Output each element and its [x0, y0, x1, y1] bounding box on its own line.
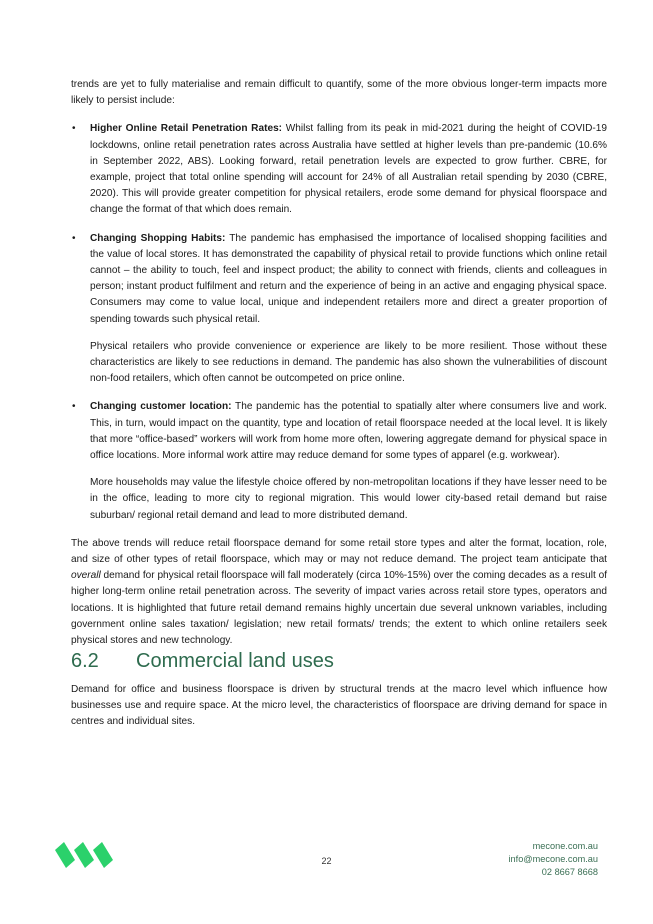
contact-block	[508, 840, 598, 879]
summary-text: The above trends will reduce retail floorspace demand for some retail store types and alter the format, location, role, and size of other types of retail floorspace, which may or may not reduce demand. The project team anticipate that	[71, 537, 607, 566]
bullet-extra-paragraph: Physical retailers who provide convenience or experience are likely to be more resilient. Those without these characteristics are likely to see reductions in demand. The pandemic has also shown the vulnerabilities of discount non-food retailers, which often cannot be outcompeted on price online.	[90, 340, 607, 385]
bullet-icon: •	[72, 123, 76, 135]
bullet-extra-paragraph: More households may value the lifestyle choice offered by non-metropolitan locations if they have lesser need to be in the office, leading to more city to regional migration. This would lower city-based retail demand but raise suburban/ regional retail demand and lead to more distributed demand.	[90, 477, 607, 521]
bullet-body: The pandemic has the potential to spatially alter where consumers live and work. This, in turn, would impact on the quantity, type and location of retail floorspace needed at the local level. It is likely that more “office-based” workers will work from home more often, lowering aggregate demand for physical space in office locations. More informal work attire may reduce demand for some types of apparel (e.g. workwear).	[90, 401, 607, 462]
bullet-title: Changing customer location:	[90, 401, 232, 413]
phone-number: 02 8667 8668	[541, 867, 598, 877]
bullet-text	[90, 399, 607, 464]
website-link[interactable]: mecone.com.au	[532, 841, 598, 851]
bullet-icon: •	[72, 401, 76, 413]
intro-paragraph: trends are yet to fully materialise and remain difficult to quantify, some of the more obvious longer-term impacts more likely to persist include:	[71, 79, 607, 107]
summary-emphasis: overall	[71, 570, 101, 582]
list-item	[71, 121, 607, 218]
section-number: 6.2	[71, 650, 99, 672]
summary-paragraph	[71, 536, 607, 649]
summary-text: demand for physical retail floorspace will fall moderately (circa 10%-15%) over the coming decades as a result of higher long-term online retail penetration across. The severity of impact varies across retail store types, operators and locations. It is highlighted that future retail demand remains highly uncertain due several unknown variables, including government online sales taxation/ legislation; new retail formats/ trends; the extent to which online retailers seek physical stores and new technology.	[71, 570, 607, 647]
section-title: Commercial land uses	[136, 650, 334, 672]
bullet-text	[90, 231, 607, 328]
bullet-title: Higher Online Retail Penetration Rates:	[90, 123, 283, 135]
list-item	[71, 231, 607, 388]
bullet-body: The pandemic has emphasised the importance of localised shopping facilities and the value of local stores. It has demonstrated the capability of physical retail to provide functions which online retail cannot – the ability to touch, feel and inspect product; the ability to connect with friends, clients and colleagues in person; instant product fulfilment and return and the experience of being in an active and engaging physical space. Consumers may come to value local, unique and independent retailers more and direct a greater proportion of spending towards such physical retail.	[90, 232, 607, 325]
page-number: 22	[321, 856, 332, 866]
bullet-body: Whilst falling from its peak in mid-2021 during the height of COVID-19 lockdowns, online retail penetration rates across Australia have settled at higher levels than pre-pandemic (10.6% in September 2022, ABS). Looking forward, retail penetration levels are expected to grow further. CBRE, for example, project that total online spending will account for 24% of all Australian retail spending by 2030 (CBRE, 2020). This will provide greater competition for physical retailers, erode some demand for physical floorspace and change the format of that which does remain.	[90, 123, 607, 216]
bullet-title: Changing Shopping Habits:	[90, 232, 226, 244]
section-heading	[71, 648, 611, 674]
bullet-icon: •	[72, 232, 76, 244]
body-content	[71, 77, 607, 649]
trend-list	[71, 121, 607, 523]
list-item	[71, 399, 607, 523]
bullet-text	[90, 121, 607, 218]
section-body: Demand for office and business floorspace is driven by structural trends at the macro level which influence how businesses use and require space. At the micro level, the characteristics of floorspace are driving demand for space in centres and individual sites.	[71, 684, 607, 728]
email-link[interactable]: info@mecone.com.au	[508, 854, 598, 864]
